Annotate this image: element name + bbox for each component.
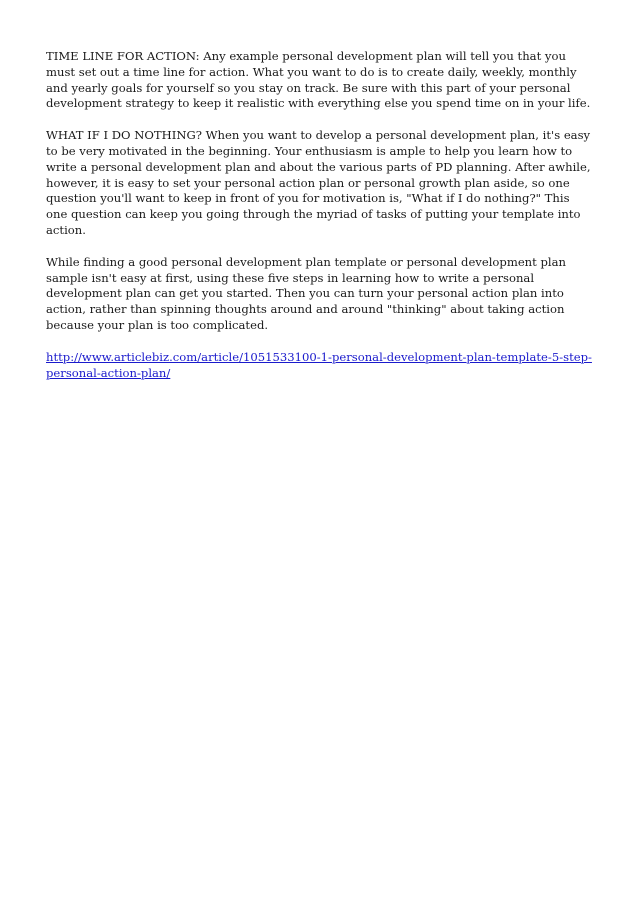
paragraph-what-if-i-do-nothing: WHAT IF I DO NOTHING? When you want to develop a personal development plan, it's easy to be very motivated in the beginning. Your enthusiasm is ample to help you learn how to write a personal development plan and about the various parts of PD planning. After awhile, however, it is easy to set your personal action plan or personal growth plan aside, so one question you'll want to keep in front of you for motivation is, "What if I do nothing?" This one question can keep you going through the myriad of tasks of putting your template into action.: [46, 128, 591, 237]
source-link[interactable]: http://www.articlebiz.com/article/1051533100-1-personal-development-plan-template-5-step-personal-action-plan/: [46, 349, 592, 380]
paragraph-time-line-for-action: TIME LINE FOR ACTION: Any example personal development plan will tell you that you must set out a time line for action. What you want to do is to create daily, weekly, monthly and yearly goals for yourself so you stay on track. Be sure with this part of your personal development strategy to keep it realistic with everything else you spend time on in your life.: [46, 49, 591, 111]
paragraph-conclusion: While finding a good personal development plan template or personal development plan sample isn't easy at first, using these five steps in learning how to write a personal development plan can get you started. Then you can turn your personal action plan into action, rather than spinning thoughts around and around "thinking" about taking action because your plan is too complicated.: [46, 254, 566, 332]
source-link-paragraph: [46, 350, 594, 382]
document-body: [46, 49, 594, 397]
